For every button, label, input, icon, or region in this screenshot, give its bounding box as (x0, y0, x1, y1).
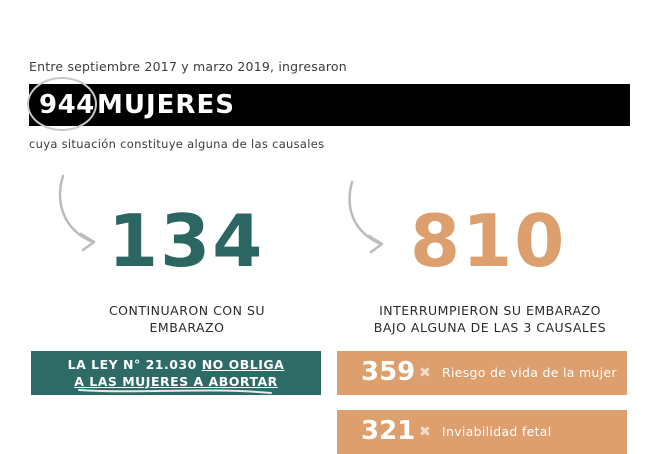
interrupted-caption-line2: BAJO ALGUNA DE LAS 3 CAUSALES (373, 320, 607, 335)
law-note-line2-text: A LAS MUJERES A ABORTAR (74, 374, 278, 389)
causal-item-text: Riesgo de vida de la mujer (442, 365, 617, 380)
interrupted-caption (345, 302, 635, 336)
causal-item-number: 359 (361, 357, 416, 387)
law-note-emphasis: NO OBLIGA (201, 357, 285, 372)
curved-arrow-icon (55, 172, 105, 252)
law-note-line1 (31, 356, 321, 373)
law-note-prefix: LA LEY N° 21.030 (67, 357, 202, 372)
intro-text: Entre septiembre 2017 y marzo 2019, ingresaron (29, 59, 347, 74)
causal-item-number: 321 (361, 416, 416, 446)
headline-label: MUJERES (97, 90, 235, 120)
interrupted-caption-line1: INTERRUMPIERON SU EMBARAZO (379, 303, 601, 318)
hand-drawn-circle (27, 77, 97, 131)
causal-item-text: Inviabilidad fetal (442, 424, 552, 439)
curved-arrow-icon (343, 178, 393, 256)
causal-item (337, 410, 627, 454)
continued-caption (62, 302, 312, 336)
underline-scribble (75, 385, 275, 399)
continued-caption-line1: CONTINUARON CON SU (108, 303, 266, 318)
causal-item (337, 351, 627, 395)
interrupted-count: 810 (410, 199, 567, 283)
continued-caption-line2: EMBARAZO (149, 320, 225, 335)
x-mark-icon: ✖ (419, 365, 431, 381)
x-mark-icon: ✖ (419, 424, 431, 440)
continued-count: 134 (108, 199, 265, 283)
headline-number: 944 (39, 90, 95, 120)
subline-text: cuya situación constituye alguna de las causales (29, 137, 325, 151)
